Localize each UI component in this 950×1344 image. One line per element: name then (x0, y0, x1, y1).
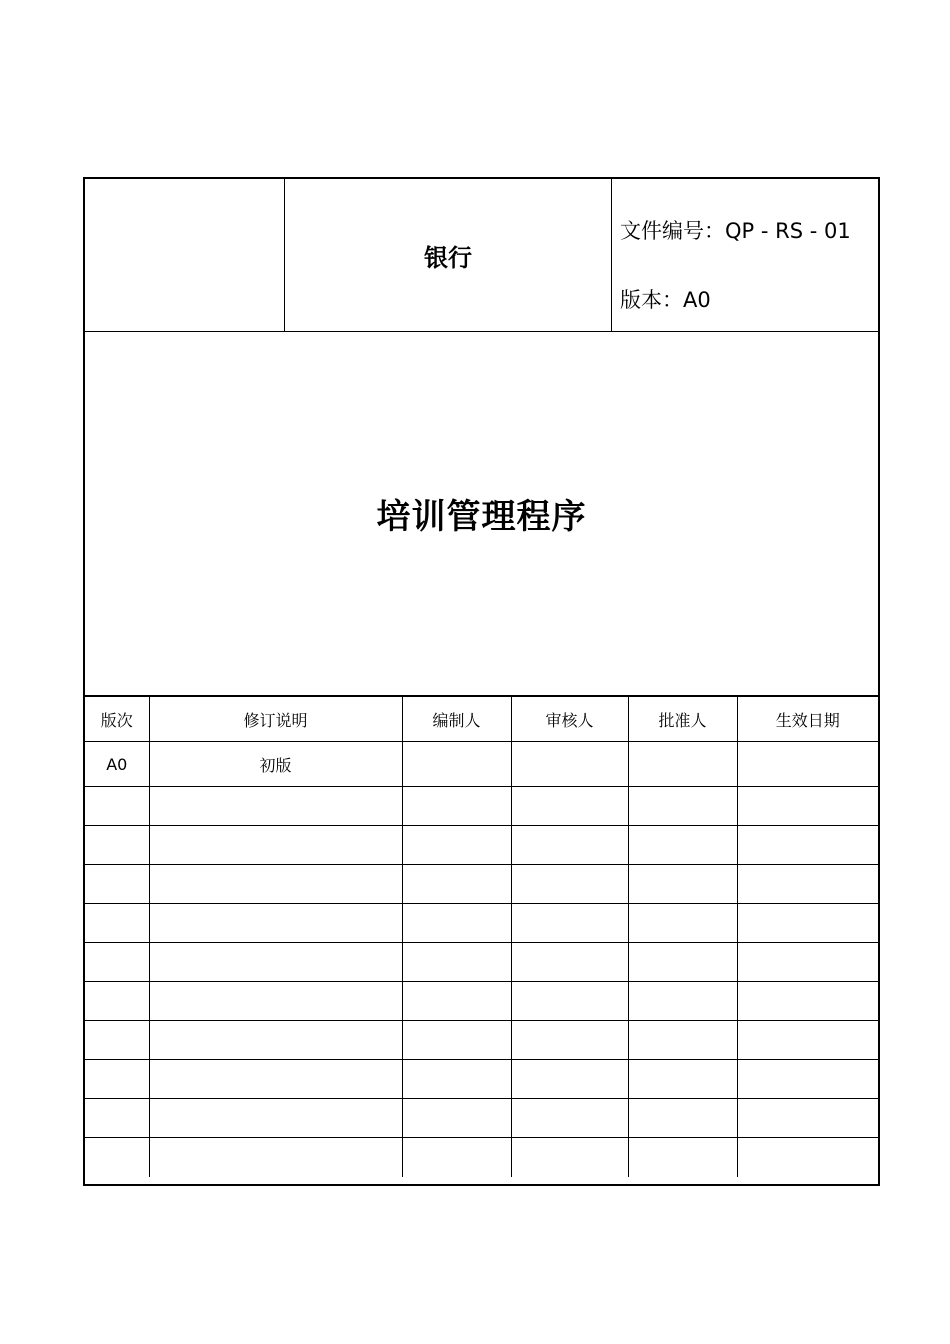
table-cell: 初版 (149, 742, 402, 787)
table-row (85, 1021, 878, 1060)
revision-table (85, 696, 878, 1177)
table-row (85, 943, 878, 982)
table-cell (511, 1021, 628, 1060)
table-cell (402, 982, 511, 1021)
table-cell (628, 904, 737, 943)
column-header: 修订说明 (149, 697, 402, 742)
table-cell (402, 1060, 511, 1099)
table-cell (85, 904, 149, 943)
table-cell (511, 1060, 628, 1099)
table-cell (737, 1099, 878, 1138)
table-cell (402, 865, 511, 904)
table-row (85, 1060, 878, 1099)
table-cell (85, 982, 149, 1021)
table-cell (402, 742, 511, 787)
column-header: 批准人 (628, 697, 737, 742)
table-cell (402, 1138, 511, 1177)
column-header: 审核人 (511, 697, 628, 742)
doc-version: 版本：A0 (620, 288, 711, 312)
table-row (85, 904, 878, 943)
table-cell (737, 1138, 878, 1177)
table-cell (149, 904, 402, 943)
table-cell (149, 1021, 402, 1060)
table-row (85, 1099, 878, 1138)
table-row (85, 787, 878, 826)
column-header: 版次 (85, 697, 149, 742)
table-cell (737, 787, 878, 826)
table-cell (85, 1060, 149, 1099)
table-cell (628, 787, 737, 826)
doc-number: 文件编号：QP - RS - 01 (620, 219, 851, 243)
table-cell (149, 1060, 402, 1099)
table-row (85, 1138, 878, 1177)
table-cell (628, 1138, 737, 1177)
table-cell (511, 1099, 628, 1138)
table-cell (85, 865, 149, 904)
table-cell (628, 1021, 737, 1060)
table-cell (149, 1138, 402, 1177)
table-cell (149, 787, 402, 826)
org-name: 银行 (424, 243, 472, 272)
table-cell (402, 1021, 511, 1060)
table-cell (402, 787, 511, 826)
table-cell (511, 982, 628, 1021)
table-cell (402, 943, 511, 982)
table-cell (737, 742, 878, 787)
table-cell (85, 1138, 149, 1177)
table-header-row (85, 697, 878, 742)
table-cell (149, 1099, 402, 1138)
table-cell (511, 865, 628, 904)
table-cell (149, 943, 402, 982)
table-cell: A0 (85, 742, 149, 787)
table-cell (85, 943, 149, 982)
table-cell (628, 826, 737, 865)
table-cell (511, 904, 628, 943)
table-cell (628, 1099, 737, 1138)
table-cell (149, 982, 402, 1021)
table-cell (737, 904, 878, 943)
table-cell (737, 982, 878, 1021)
table-cell (149, 826, 402, 865)
table-cell (628, 742, 737, 787)
table-cell (149, 865, 402, 904)
table-cell (85, 1021, 149, 1060)
table-cell (85, 826, 149, 865)
table-row (85, 742, 878, 787)
table-cell (85, 1099, 149, 1138)
table-cell (737, 1060, 878, 1099)
table-cell (402, 826, 511, 865)
document-title: 培训管理程序 (376, 497, 587, 537)
table-row (85, 865, 878, 904)
table-cell (511, 943, 628, 982)
table-cell (737, 865, 878, 904)
table-cell (511, 742, 628, 787)
table-cell (511, 787, 628, 826)
table-cell (628, 865, 737, 904)
column-header: 生效日期 (737, 697, 878, 742)
table-cell (511, 826, 628, 865)
table-cell (737, 826, 878, 865)
table-cell (737, 1021, 878, 1060)
table-row (85, 982, 878, 1021)
table-cell (402, 904, 511, 943)
column-header: 编制人 (402, 697, 511, 742)
table-cell (511, 1138, 628, 1177)
table-cell (628, 982, 737, 1021)
table-cell (628, 943, 737, 982)
table-cell (402, 1099, 511, 1138)
table-row (85, 826, 878, 865)
table-cell (628, 1060, 737, 1099)
header-meta-divider (611, 179, 612, 331)
table-cell (85, 787, 149, 826)
table-cell (737, 943, 878, 982)
